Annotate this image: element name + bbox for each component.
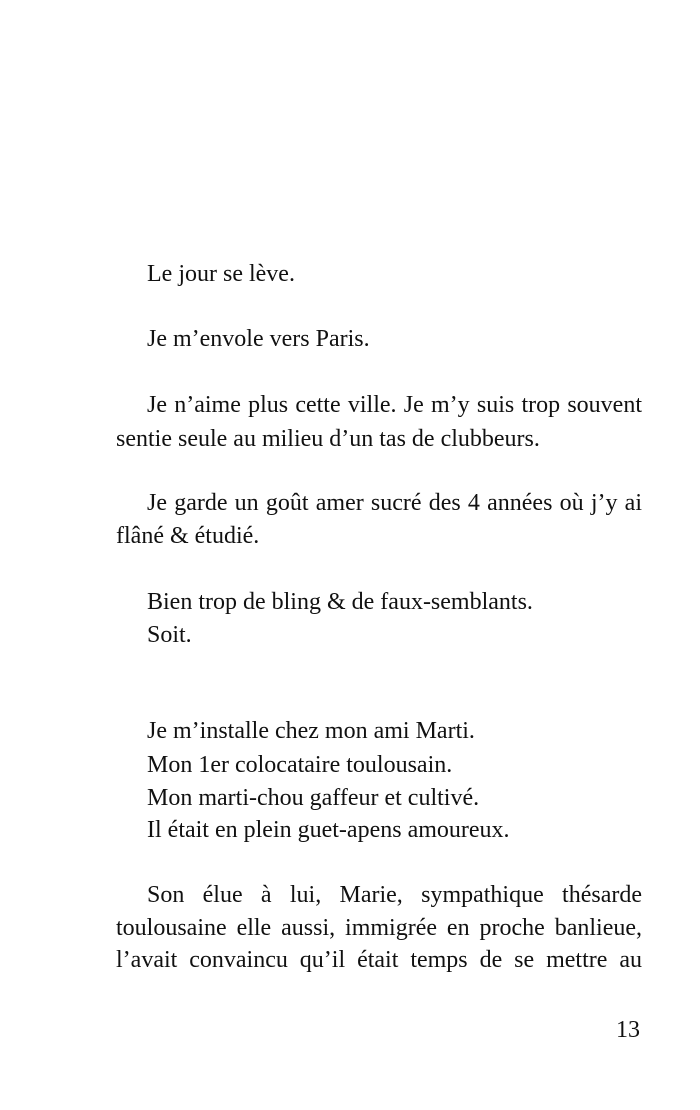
text-line: flâné & étudié. xyxy=(116,523,260,549)
text-line: Je m’envole vers Paris. xyxy=(147,326,370,352)
text-line: Mon 1er colocataire toulousain. xyxy=(147,752,453,778)
page-number: 13 xyxy=(616,1017,640,1043)
text-line: Son élue à lui, Marie, sympathique thésarde xyxy=(147,882,642,908)
text-line: Je n’aime plus cette ville. Je m’y suis trop souvent xyxy=(147,392,642,418)
text-line: Il était en plein guet-apens amoureux. xyxy=(147,817,510,843)
text-line: sentie seule au milieu d’un tas de clubbeurs. xyxy=(116,426,540,452)
text-line: Le jour se lève. xyxy=(147,261,295,287)
text-line: Soit. xyxy=(147,622,192,648)
text-line: Je m’installe chez mon ami Marti. xyxy=(147,718,475,744)
text-line: l’avait convaincu qu’il était temps de se mettre au xyxy=(116,947,642,973)
text-line: Je garde un goût amer sucré des 4 années où j’y ai xyxy=(147,490,642,516)
text-line: toulousaine elle aussi, immigrée en proche banlieue, xyxy=(116,915,642,941)
text-line: Mon marti-chou gaffeur et cultivé. xyxy=(147,785,480,811)
text-line: Bien trop de bling & de faux-semblants. xyxy=(147,589,533,615)
